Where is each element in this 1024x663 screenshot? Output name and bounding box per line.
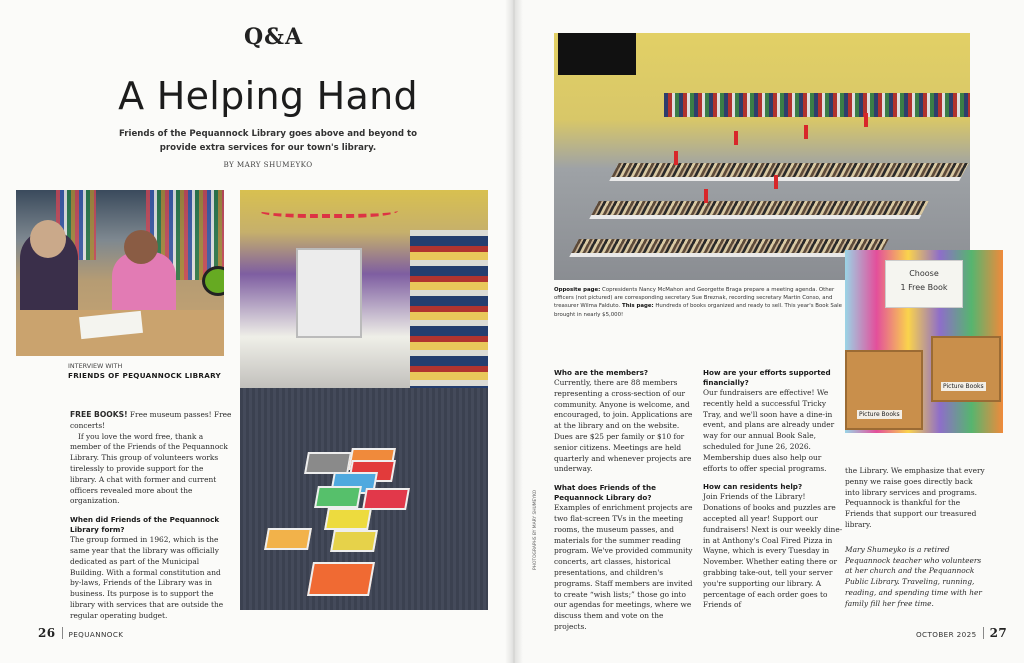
answer-continued: the Library. We emphasize that every penny we raise goes directly back into library services and programs. Pequannock is thankful for the Friends that support our treasured library. (845, 466, 985, 529)
article-column-3 (703, 362, 843, 611)
answer: The group formed in 1962, which is the same year that the library was officially dedicated as part of the Municipal Building. With a formal constitution and by-laws, Friends of the Library was in business. Its purpose is to support the library with services that are outside the regular operating budget. (70, 535, 224, 620)
dek: Friends of the Pequannock Library goes above and beyond to provide extra services for our town's library. (118, 129, 418, 153)
author-bio: Mary Shumeyko is a retired Pequannock teacher who volunteers at her church and the Pequannock Public Library. Traveling, running, reading, and spending time with her family fill her free time. (845, 544, 982, 608)
answer: Our fundraisers are effective! We recently held a successful Tricky Tray, and we'll soon have a dine-in event, and plans are already under way for our annual Book Sale, scheduled for June 26, 2026. Membership dues also help our efforts to offer special programs. (703, 388, 835, 473)
answer: Examples of enrichment projects are two flat-screen TVs in the meeting rooms, the museum passes, and materials for the summer reading program. We've provided community concerts, art classes, historical presentations, and children's programs. Staff members are invited to create “wish lists;” those go into our agendas for meetings, where we discuss them and vote on the projects. (554, 503, 693, 631)
section-label: Q&A (244, 24, 304, 50)
photo-sensory-hopscotch (240, 190, 488, 610)
lead-in: FREE BOOKS! (70, 410, 128, 419)
lead-in-rest: Free museum passes! Free concerts! (70, 410, 232, 430)
article-column-4 (845, 466, 985, 610)
crate-label: Picture Books (859, 411, 900, 418)
article-column-2 (554, 362, 694, 633)
photo-free-book-box (845, 250, 1003, 433)
headline: A Helping Hand (118, 74, 418, 118)
answer: Currently, there are 88 members representing a cross-section of our community. Anyone is welcome, and encouraged, to join. Applications are at the library and on the website. Dues are $25 per family or $10 for senior citizens. Meetings are held quarterly and whenever projects are underway. (554, 378, 693, 474)
page-number: 27 (989, 626, 1008, 640)
article-column-1 (70, 410, 232, 622)
right-folio (916, 626, 1007, 640)
page-number: 26 (38, 626, 56, 640)
kicker-line2: FRIENDS OF PEQUANNOCK LIBRARY (68, 371, 222, 380)
answer: Join Friends of the Library! Donations of books and puzzles are accepted all year! Support our fundraisers! Next is our weekly dine-in at Anthony's Coal Fired Pizza in Wayne, which is every Tuesday in November. Whether eating there or grabbing take-out, tell your server you're supporting our library. A percentage of each order goes to Friends of (703, 492, 843, 610)
issue-date: OCTOBER 2025 (916, 630, 977, 639)
friends-of-library-sign (202, 266, 224, 296)
photo-officers-at-table (16, 190, 224, 356)
intro-paragraph: If you love the word free, thank a member of the Friends of the Pequannock Library. This group of volunteers works tirelessly to provide support for the library. A chat with former and current officers revealed more about the organization. (70, 431, 228, 506)
kicker-line1: INTERVIEW WITH (68, 362, 123, 370)
question: What does Friends of the Pequannock Library do? (554, 483, 656, 503)
kicker (68, 362, 238, 380)
photo-caption: Opposite page: Copresidents Nancy McMahon and Georgette Braga prepare a meeting agenda. Other officers (not pictured) are corresponding secretary Sue Breznak, recording secretary Martin Conso, and treasurer Wilma Falduto. This page: Hundreds of books organized and ready to sell. This year's Book Sale brought in nearly $5,000! (554, 287, 842, 318)
question: Who are the members? (554, 368, 649, 377)
left-folio (38, 626, 123, 640)
spine-gutter (505, 0, 523, 663)
question: How are your efforts supported financially? (703, 368, 831, 387)
question: How can residents help? (703, 482, 803, 492)
byline: BY MARY SHUMEYKO (223, 160, 313, 169)
photo-book-sale-tables (554, 33, 970, 280)
photo-credit: PHOTOGRAPHS BY MARY SHUMEYKO (533, 489, 538, 570)
crate-label: Picture Books (943, 383, 984, 390)
free-book-sign: Choose 1 Free Book (885, 260, 963, 308)
question: When did Friends of the Pequannock Library form? (70, 515, 220, 535)
magazine-name: PEQUANNOCK (68, 630, 124, 639)
